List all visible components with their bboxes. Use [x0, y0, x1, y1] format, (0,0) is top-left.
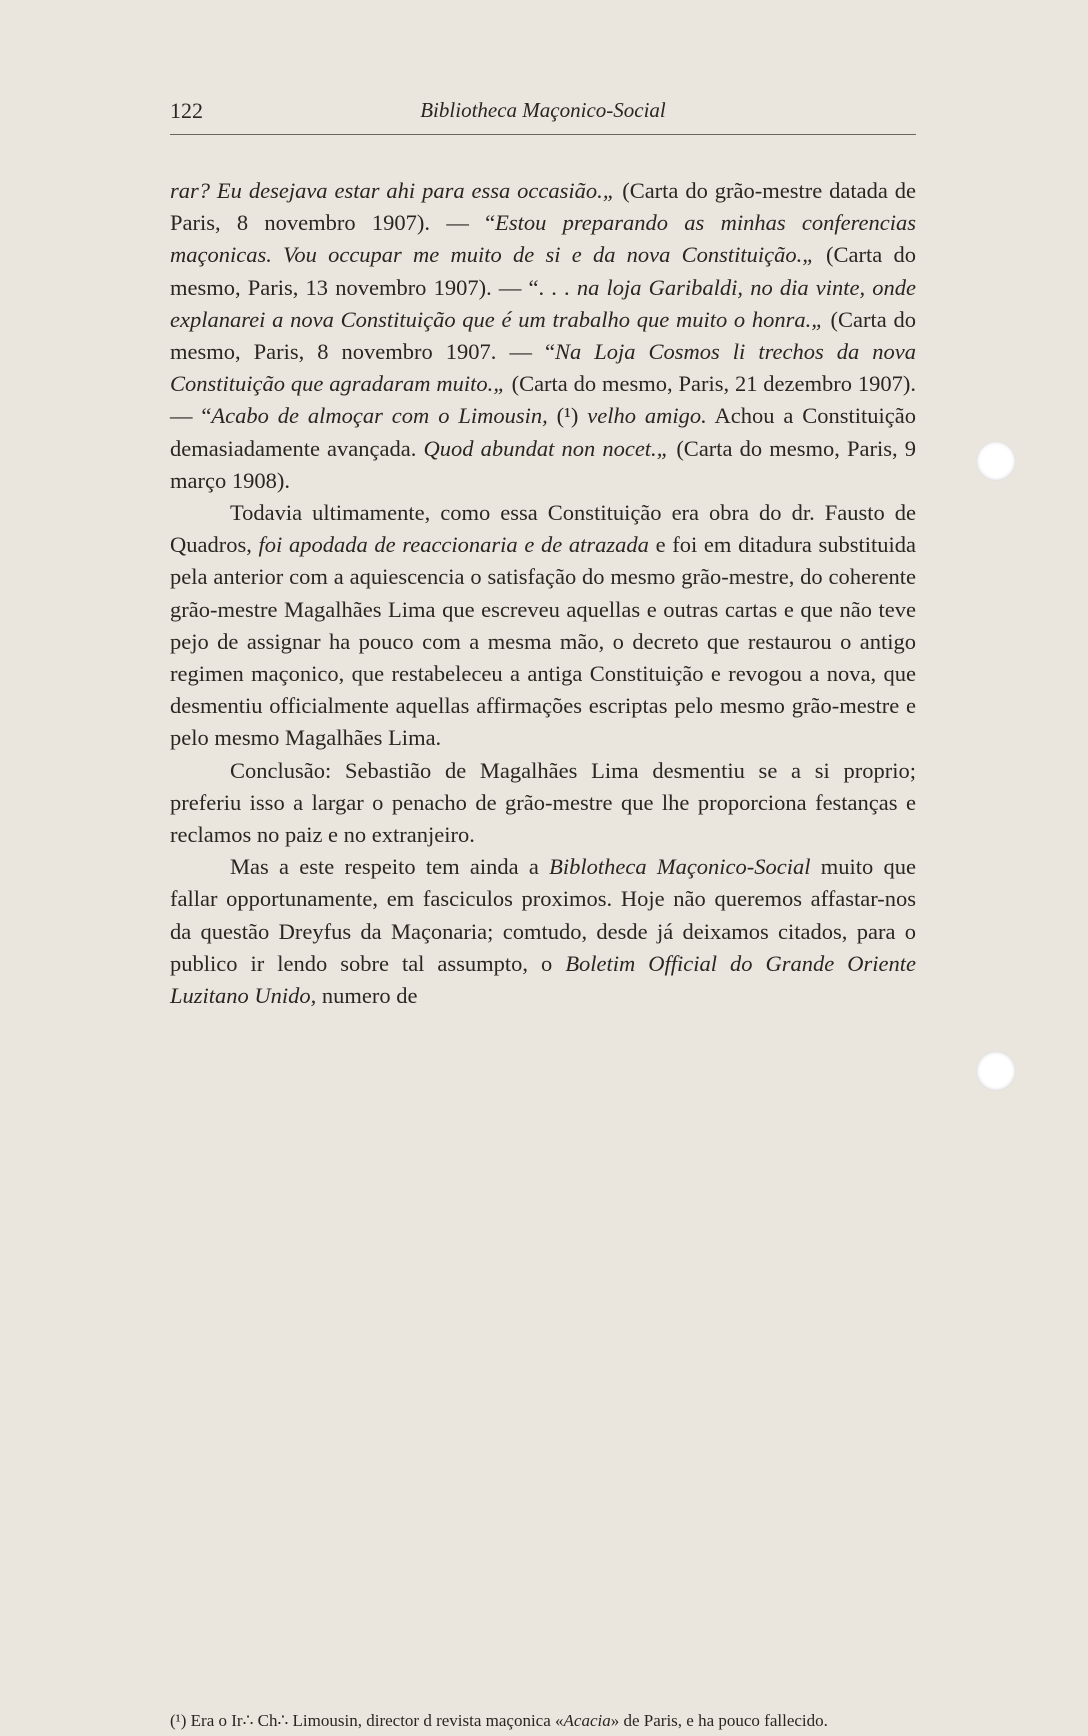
text-run: Conclusão: Sebastião de Magalhães Lima desmentiu se a si proprio; preferiu isso a largar o penacho de grão-mestre que lhe proporciona festanças e reclamos no paiz e no extranjeiro.	[170, 757, 916, 848]
text-run: (Carta do mesmo, Paris, 13 novembro 1907). — “. . .	[170, 242, 917, 300]
italic-run: rar? Eu desejava estar ahi para essa occasião.„	[170, 178, 616, 203]
italic-run: Acabo de almoçar com o Limousin,	[211, 403, 548, 429]
text-run: Mas a este respeito tem ainda a	[230, 854, 550, 880]
running-title: Bibliotheca Maçonico-Social	[420, 98, 666, 122]
paragraph	[170, 755, 916, 852]
text-run: (¹)	[547, 403, 588, 429]
italic-run: Biblotheca Maçonico-Social	[549, 854, 811, 880]
text-run: Todavia ultimamente, como essa Constituição era obra do dr. Fausto de Quadros,	[170, 500, 916, 558]
paragraph	[170, 175, 916, 497]
text-run: muito que fallar opportunamente, em fasciculos proximos. Hoje não queremos affastar-nos da questão Dreyfus da Maçonaria; comtudo, desde já deixamos citados, para o publico ir lendo sobre tal assumpto, o	[170, 854, 917, 976]
text-run: (Carta do mesmo, Paris, 21 dezembro 1907). — “	[170, 371, 916, 429]
binder-hole	[976, 1051, 1016, 1091]
italic-run: velho amigo.	[587, 403, 707, 429]
text-run: » de Paris, e ha pouco fallecido.	[610, 1711, 828, 1730]
body-text	[170, 175, 916, 1012]
italic-run: Na Loja Cosmos li trechos da nova Constituição que agradaram muito.„	[170, 339, 916, 397]
footnote	[170, 1706, 916, 1736]
text-run: e foi em ditadura substituida pela anterior com a aquiescencia o satisfação do mesmo grão-mestre, do coherente grão-mestre Magalhães Lima que escreveu aquellas e outras cartas e que não teve pejo de assignar ha pouco com a mesma mão, o decreto que restaurou o antigo regimen maçonico, que restabeleceu a antiga Constituição e revogou a nova, que desmentiu officialmente aquellas affirmações escriptas pelo mesmo grão-mestre e pelo mesmo Magalhães Lima.	[170, 532, 916, 751]
paragraph	[170, 851, 916, 1012]
page-number: 122	[170, 98, 203, 123]
italic-run: na loja Garibaldi, no dia vinte, onde explanarei a nova Constituição que é um trabalho que muito o honra.„	[170, 274, 916, 332]
italic-run: Boletim Official do Grande Oriente Luzitano Unido,	[170, 950, 916, 1009]
italic-run: Estou preparando as minhas conferencias maçonicas. Vou occupar me muito de si e da nova Constituição.„	[170, 210, 916, 268]
italic-run: foi apodada de reaccionaria e de atrazada	[258, 532, 649, 558]
page-header	[170, 98, 916, 135]
text-run: (¹) Era o Ir∴ Ch∴ Limousin, director d revista maçonica «	[170, 1711, 564, 1730]
italic-run: Acacia	[563, 1711, 611, 1730]
text-run: Achou a Constituição demasiadamente avançada.	[170, 403, 916, 461]
text-run: (Carta do grão-mestre datada de Paris, 8 novembro 1907). — “	[170, 178, 916, 236]
binder-hole	[976, 441, 1016, 481]
paragraph	[170, 497, 916, 755]
text-run: numero de	[316, 983, 418, 1009]
text-run: (Carta do mesmo, Paris, 8 novembro 1907. — “	[170, 306, 916, 365]
text-run: (Carta do mesmo, Paris, 9 março 1908).	[170, 435, 916, 493]
italic-run: Quod abundat non nocet.„	[423, 435, 670, 461]
